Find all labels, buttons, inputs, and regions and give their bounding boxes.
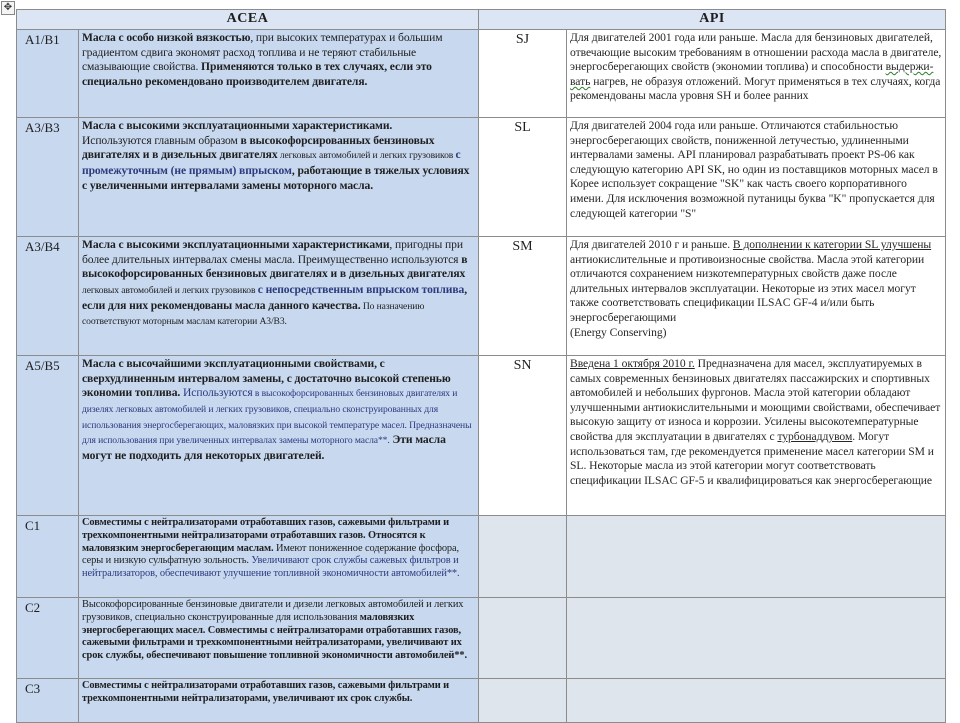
desc-part: Масла с высокими эксплуатационными характеристиками: [82, 238, 390, 251]
acea-desc-a1b1: [79, 30, 479, 118]
desc-part: Увеличивают срок службы сажевых фильтров и нейтрализаторов, обеспечивают улучшение топливной экономичности автомобилей**.: [82, 555, 460, 580]
table-header-row: [17, 10, 946, 30]
table-row: [17, 356, 946, 516]
desc-part: с непосредственным впрыском топлива: [257, 283, 465, 296]
acea-code-a3b4: A3/B4: [17, 237, 79, 356]
table-row: [17, 516, 946, 598]
api-empty-cell: [567, 598, 946, 679]
desc-part: Предназначены для использования при увеличенных интервалах замены моторного масла**.: [82, 419, 472, 447]
desc-part: . Могут использоваться там, где рекомендуется применение масел категории SM и SL. Некоторые масла из этой категории могут соответствовать спецификации ILSAC GF-5 и квалифицироваться как энергосберегающие: [570, 429, 934, 487]
header-api: API: [479, 10, 946, 30]
acea-desc-a3b4: [79, 237, 479, 356]
desc-part: Масла с особо низкой вязкостью: [82, 31, 251, 44]
acea-desc-c3: Совместимы с нейтрализаторами отработавших газов, сажевыми фильтрами и трехкомпонентными нейтрализаторами, увеличивают их срок службы.: [79, 679, 479, 723]
desc-part: Масла с высочайшими эксплуатационными свойствами: [82, 357, 375, 370]
desc-part: Применяются только в тех случаях, если это специально рекомендовано производителем двигателя.: [82, 60, 432, 89]
desc-part: , пригодны при более длительных интервалах смены масла. Преимущественно используются: [82, 238, 463, 266]
acea-desc-c2: [79, 598, 479, 679]
desc-part: антиокислительные и противоизносные свойства. Масла этой категории отличаются сохранением низкотемпературных свойств даже после длительных интервалов эксплуатации. Некоторые из этих масел могут также соответствовать спецификации ILSAC GF-4 и/или быть энергосберегающими: [570, 252, 925, 324]
desc-part: Используются: [183, 386, 253, 400]
api-desc-sn: [567, 356, 946, 516]
api-empty-cell: [567, 516, 946, 598]
api-code-sl: SL: [479, 118, 567, 237]
oil-classification-table: [16, 9, 946, 723]
desc-part: турбонаддувом: [777, 429, 853, 443]
api-code-sn: SN: [479, 356, 567, 516]
desc-part: , с сверхудлиненным интервалом замены, с достаточно высокой степенью экономии топлива.: [82, 357, 451, 400]
acea-code-a5b5: A5/B5: [17, 356, 79, 516]
acea-code-a3b3: A3/B3: [17, 118, 79, 237]
table-row: [17, 679, 946, 723]
desc-part: Эти масла могут не подходить для некоторых двигателей.: [82, 433, 446, 462]
table-row: [17, 30, 946, 118]
desc-part: Масла с высокими эксплуатационными характеристиками.: [82, 119, 393, 132]
desc-part: Совместимы с нейтрализаторами отработавших газов, сажевыми фильтрами и трехкомпонентными нейтрализаторами отработавших газов. Относятся к маловязким энергосберегающим маслам.: [82, 517, 450, 554]
api-desc-sl: Для двигателей 2004 года или раньше. Отличаются стабильностью энергосберегающих свойств, пониженной летучестью, удлиненными интервалами замены. API планировал разрабатывать проект PS-06 как следующую категорию API SK, но один из поставщиков моторных масел в Корее использует сокращение "SK" как часть своего корпоративного имени. Для исключения возможной путаницы буква "K" пропускается для следующей категории "S": [567, 118, 946, 237]
desc-part: Для двигателей 2010 г и раньше.: [570, 238, 733, 251]
desc-part: (Energy Conserving): [570, 325, 667, 339]
api-empty-cell: [479, 679, 567, 723]
desc-part: , если для них рекомендованы масла данного качества.: [82, 283, 468, 312]
desc-part: Введена 1 октября 2010 г.: [570, 357, 695, 370]
api-code-sm: SM: [479, 237, 567, 356]
acea-desc-a5b5: [79, 356, 479, 516]
api-empty-cell: [479, 516, 567, 598]
desc-part: в высокофорсированных бензиновых двигателях и в дизельных двигателях: [82, 252, 468, 281]
acea-desc-c1: [79, 516, 479, 598]
desc-part: Имеют пониженное содержание фосфора, серы и низкую сульфатную зольность.: [82, 542, 460, 567]
desc-part: легковых автомобилей и легких грузовиков: [82, 285, 258, 296]
desc-part: Для двигателей 2001 года или раньше. Масла для бензиновых двигателей, отвечающие высоким требованиям в отношении расхода масла в двигателе, энергосберегающих свойств (экономии топлива) и способности: [570, 31, 942, 74]
header-acea: ACEA: [17, 10, 479, 30]
desc-part: с промежуточным (не прямым) впрыском: [82, 148, 461, 177]
desc-part: в высокофорсированных бензиновых двигателях и в дизельных двигателях: [82, 133, 435, 162]
desc-part: По назначению соответствуют моторным маслам категории А3/В3.: [82, 300, 425, 328]
desc-part: легковых автомобилей и легких грузовиков: [277, 150, 456, 162]
desc-part: , при высоких температурах и большим градиентом сдвига экономят расход топлива и не теряют стабильные смазывающие свойства.: [82, 31, 443, 74]
acea-code-c3: C3: [17, 679, 79, 723]
acea-code-c2: C2: [17, 598, 79, 679]
api-empty-cell: [567, 679, 946, 723]
table-row: [17, 118, 946, 237]
api-desc-sj: [567, 30, 946, 118]
table-row: [17, 598, 946, 679]
api-code-sj: SJ: [479, 30, 567, 118]
table-row: [17, 237, 946, 356]
desc-part: Высокофорсированные бензиновые двигатели и дизели легковых автомобилей и легких грузовиков, специально сконструированные для использования: [82, 599, 464, 623]
acea-code-a1b1: A1/B1: [17, 30, 79, 118]
api-empty-cell: [479, 598, 567, 679]
api-desc-sm: [567, 237, 946, 356]
table-move-handle-icon[interactable]: ✥: [1, 1, 15, 15]
desc-part: выдержи-вать: [570, 60, 934, 88]
desc-part: в высокофорсированных бензиновых двигателях и дизелях легковых автомобилей и легких грузовиков, специально сконструированных для использования энергосберегающих, маловязких при высокой температуре масел.: [82, 388, 458, 431]
acea-code-c1: C1: [17, 516, 79, 598]
desc-part: нагрев, не образуя отложений. Могут применяться в тех случаях, когда рекомендованы масла уровня SH и более ранних: [570, 74, 941, 103]
desc-part: Используются главным образом: [82, 133, 241, 147]
desc-part: маловязких энергосберегающих масел. Совместимы с нейтрализаторами отработавших газов, сажевыми фильтрами и трехкомпонентными нейтрализаторами, увеличивают их срок службы, обеспечивают повышение топливной экономичности автомобилей**.: [82, 611, 468, 662]
acea-desc-a3b3: [79, 118, 479, 237]
desc-part: , работающие в тяжелых условиях с увеличенными интервалами замены моторного масла.: [82, 164, 470, 192]
desc-part: В дополнении к категории SL улучшены: [732, 238, 932, 251]
desc-part: Предназначена для масел, эксплуатируемых в самых современных бензиновых двигателях пассажирских и спортивных автомобилей и небольших фургонов. Масла этой категории обладают улучшенными антиокислительными и моющими свойствами, обеспечивает высокую защиту от износа и коррозии. Усилены высокотемпературные свойства для эксплуатации в двигателях с: [570, 357, 941, 443]
